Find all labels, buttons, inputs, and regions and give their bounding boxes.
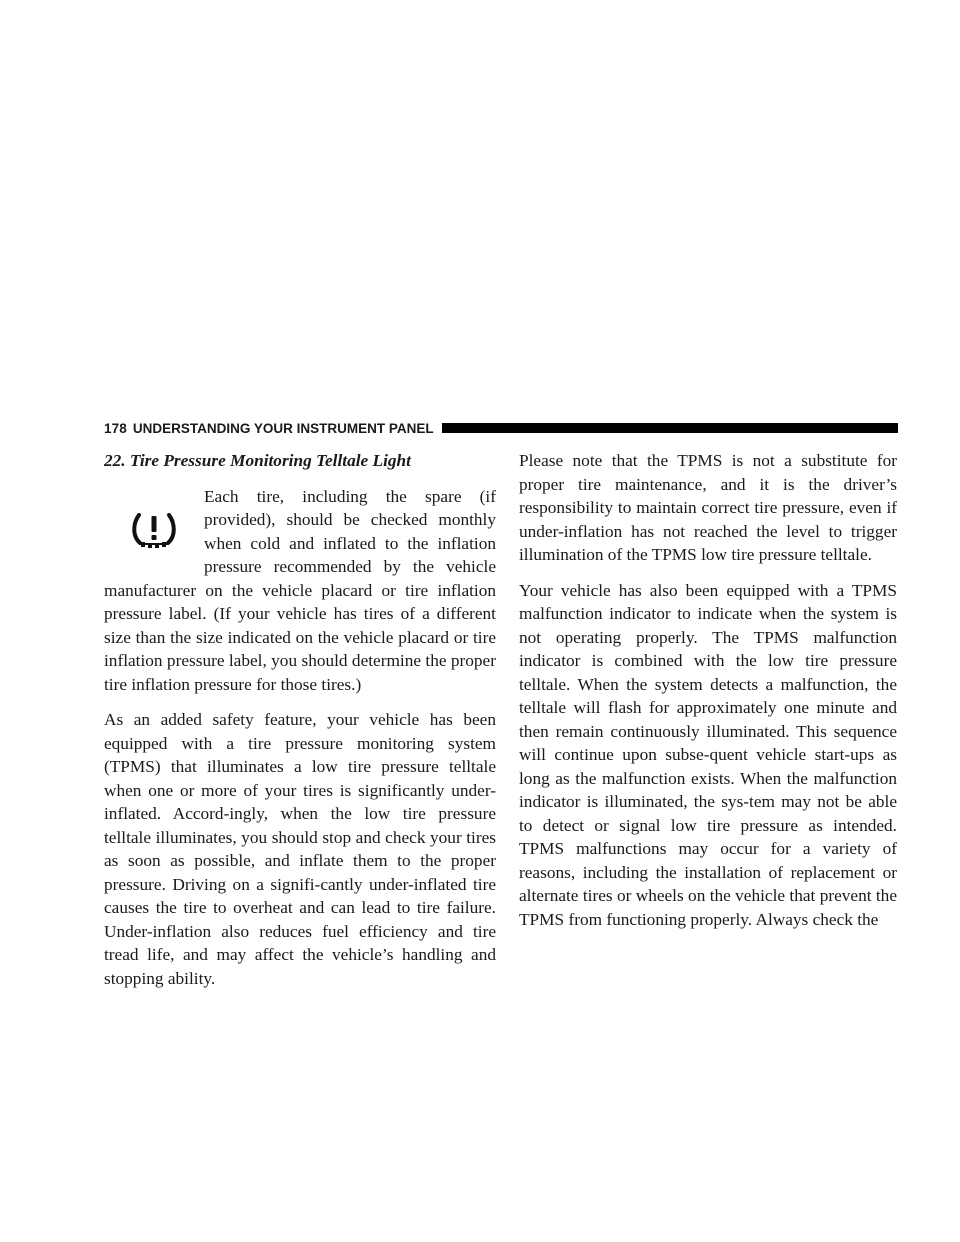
paragraph-tire-check: Each tire, including the spare (if provided), should be checked monthly when cold and inflated to the inflation pressure recommended by the vehicle manufacturer on the vehicle placard or tire inflation pressure label. (If your vehicle has tires of a different size than the size indicated on the vehicle placard or tire inflation pressure label, you should determine the proper tire inflation pressure for those tires.)	[104, 486, 496, 694]
paragraph-tpms-note: Please note that the TPMS is not a substitute for proper tire maintenance, and it is the driver’s responsibility to maintain correct tire pressure, even if under-inflation has not reached the level to trigger illumination of the TPMS low tire pressure telltale.	[519, 451, 897, 564]
section-subheading: 22. Tire Pressure Monitoring Telltale Light	[104, 451, 411, 470]
header-rule	[442, 423, 898, 433]
paragraph-tpms-safety: As an added safety feature, your vehicle has been equipped with a tire pressure monitoring system (TPMS) that illuminates a low tire pressure telltale when one or more of your tires is significantly under-inflated. Accord-ingly, when the low tire pressure telltale illuminates, you should stop and check your tires as soon as possible, and inflate them to the proper pressure. Driving on a signifi-cantly under-inflated tire causes the tire to overheat and can lead to tire failure. Under-inflation also reduces fuel efficiency and tire tread life, and may affect the vehicle’s handling and stopping ability.	[104, 710, 496, 988]
section-title: UNDERSTANDING YOUR INSTRUMENT PANEL	[132, 420, 434, 436]
tire-pressure-warning-icon	[124, 499, 184, 559]
right-column	[519, 449, 897, 943]
page-number: 178	[104, 420, 127, 436]
paragraph-tpms-malfunction: Your vehicle has also been equipped with a TPMS malfunction indicator to indicate when the system is not operating properly. The TPMS malfunction indicator is combined with the low tire pressure telltale. When the system detects a malfunction, the telltale will flash for approximately one minute and then remain continuously illuminated. This sequence will continue upon subse-quent vehicle start-ups as long as the malfunction exists. When the malfunction indicator is illuminated, the sys-tem may not be able to detect or signal low tire pressure as intended. TPMS malfunctions may occur for a variety of reasons, including the installation of replacement or alternate tires or wheels on the vehicle that prevent the TPMS from functioning properly. Always check the	[519, 580, 897, 929]
left-column	[104, 449, 496, 1002]
page-header	[104, 420, 898, 436]
